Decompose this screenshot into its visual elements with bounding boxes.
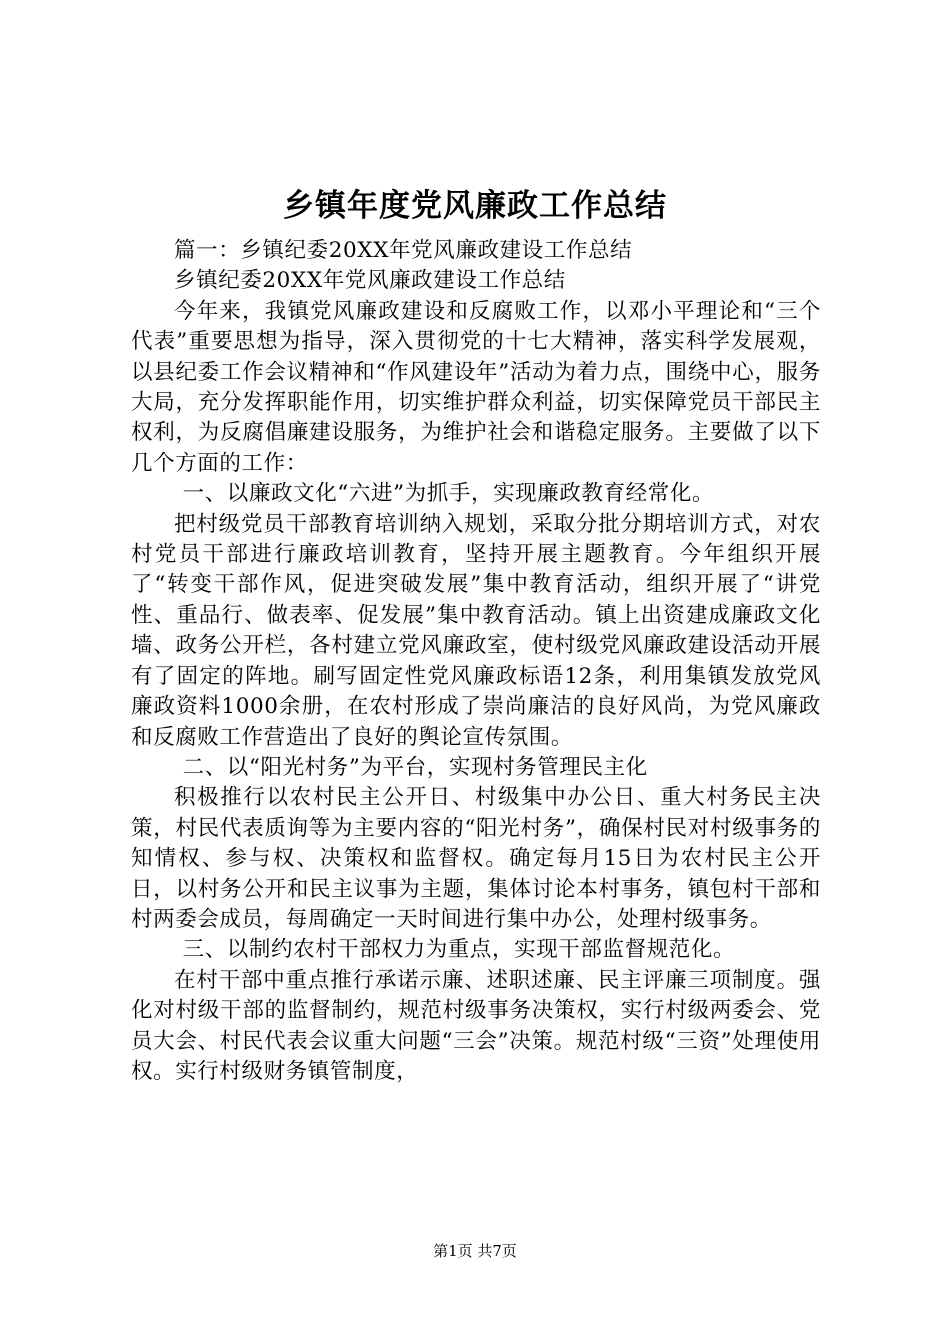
paragraph-subtitle: 乡镇纪委20XX年党风廉政建设工作总结 (174, 268, 566, 294)
paragraph-section-2: 积极推行以农村民主公开日、村级集中办公日、重大村务民主决策，村民代表质询等为主要内容的“阳光村务”，确保村民对村级事务的知情权、参与权、决策权和监督权。确定每月15日为农村民主公开日，以村务公开和民主议事为主题，集体讨论本村事务，镇包村干部和村两委会成员，每周确定一天时间进行集中办公，处理村级事务。 (131, 785, 821, 932)
document-title: 乡镇年度党风廉政工作总结 (283, 188, 667, 224)
page-number-footer: 第1页 共7页 (433, 1242, 517, 1260)
paragraph-article-heading: 篇一：乡镇纪委20XX年党风廉政建设工作总结 (174, 238, 633, 263)
section-heading-2: 二、以“阳光村务”为平台，实现村务管理民主化 (182, 754, 648, 780)
section-heading-1: 一、以廉政文化“六进”为抓手，实现廉政教育经常化。 (182, 481, 715, 507)
document-body (131, 236, 821, 1087)
section-heading-3: 三、以制约农村干部权力为重点，实现干部监督规范化。 (182, 937, 736, 963)
paragraph-intro: 今年来，我镇党风廉政建设和反腐败工作，以邓小平理论和“三个代表”重要思想为指导，深入贯彻党的十七大精神，落实科学发展观，以县纪委工作会议精神和“作风建设年”活动为着力点，围绕中心，服务大局，充分发挥职能作用，切实维护群众利益，切实保障党员干部民主权利，为反腐倡廉建设服务，为维护社会和谐稳定服务。主要做了以下几个方面的工作： (131, 298, 821, 476)
paragraph-section-3: 在村干部中重点推行承诺示廉、述职述廉、民主评廉三项制度。强化对村级干部的监督制约，规范村级事务决策权，实行村级两委会、党员大会、村民代表会议重大问题“三会”决策。规范村级“三资”处理使用权。实行村级财务镇管制度， (131, 967, 821, 1084)
paragraph-section-1: 把村级党员干部教育培训纳入规划，采取分批分期培训方式，对农村党员干部进行廉政培训教育，坚持开展主题教育。今年组织开展了“转变干部作风，促进突破发展”集中教育活动，组织开展了“讲党性、重品行、做表率、促发展”集中教育活动。镇上出资建成廉政文化墙、政务公开栏，各村建立党风廉政室，使村级党风廉政建设活动开展有了固定的阵地。刷写固定性党风廉政标语12条，利用集镇发放党风廉政资料1000余册，在农村形成了崇尚廉洁的良好风尚，为党风廉政和反腐败工作营造出了良好的舆论宣传氛围。 (131, 511, 821, 750)
